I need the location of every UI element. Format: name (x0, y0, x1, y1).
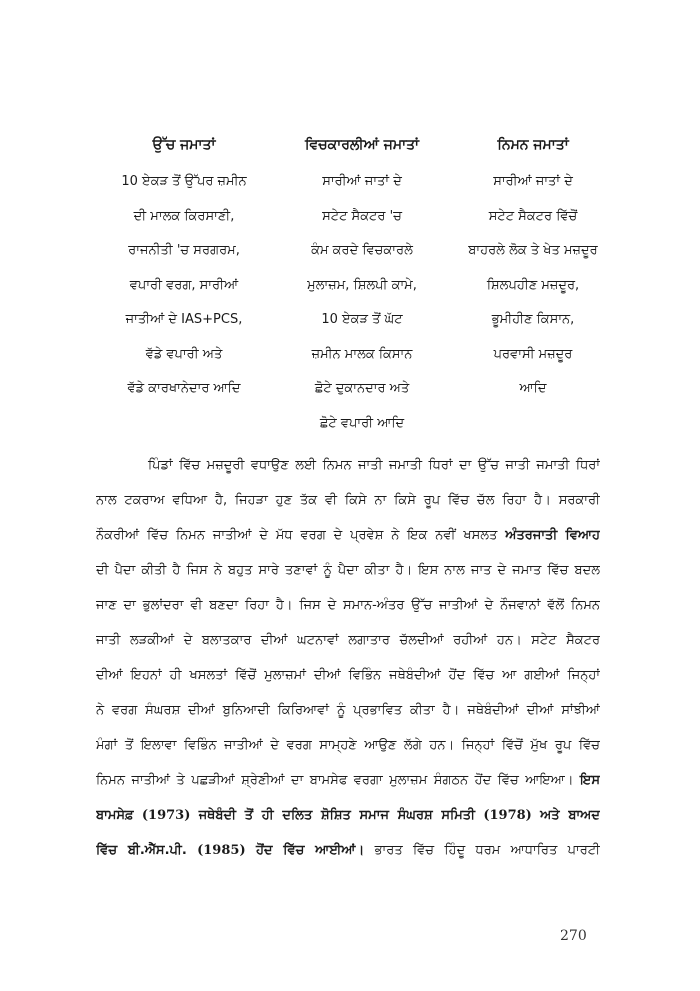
bold-year: (1978) (483, 808, 532, 823)
table-cell: ਸਾਰੀਆਂ ਜਾਤਾਂ ਦੇ (493, 174, 573, 189)
paragraph-line: ਜਾਤੀ ਲੜਕੀਆਂ ਦੇ ਬਲਾਤਕਾਰ ਦੀਆਂ ਘਟਨਾਵਾਂ ਲਗਾਤਾਰ ਚੱਲਦੀਆਂ ਰਹੀਆਂ ਹਨ। ਸਟੇਟ ਸੈਕਟਰ (96, 633, 600, 648)
table-cell: 10 ਏਕੜ ਤੋਂ ਉੱਪਰ ਜ਼ਮੀਨ (121, 174, 247, 189)
table-cell: ਸਟੇਟ ਸੈਕਟਰ ਵਿੱਚੋਂ (488, 208, 578, 224)
bold-term: ਅੰਤਰਜਾਤੀ ਵਿਆਹ (505, 528, 600, 543)
table-cell: ਸਾਰੀਆਂ ਜਾਤਾਂ ਦੇ (322, 174, 402, 189)
paragraph-line: ਪਿੰਡਾਂ ਵਿੱਚ ਮਜ਼ਦੂਰੀ ਵਧਾਉਣ ਲਈ ਨਿਮਨ ਜਾਤੀ ਜਮਾਤੀ ਧਿਰਾਂ ਦਾ ਉੱਚ ਜਾਤੀ ਜਮਾਤੀ ਧਿਰਾਂ (148, 458, 600, 473)
lower-class-column (451, 134, 615, 448)
table-cell: ਛੋਟੇ ਵਪਾਰੀ ਆਦਿ (319, 415, 405, 431)
bold-term: ਵਿੱਚ ਬੀ.ਐੱਸ.ਪੀ. (96, 843, 187, 858)
table-cell: ਰਾਜਨੀਤੀ 'ਚ ਸਰਗਰਮ, (128, 243, 240, 258)
table-cell: ਦੀ ਮਾਲਕ ਕਿਰਸਾਣੀ, (133, 208, 235, 224)
paragraph-line (96, 763, 600, 798)
column-header-middle: ਵਿਚਕਾਰਲੀਆਂ ਜਮਾਤਾਂ (304, 137, 420, 153)
table-cell: ਭੂਮੀਹੀਣ ਕਿਸਾਨ, (491, 312, 575, 327)
paragraph-text: ਨਿਮਨ ਜਾਤੀਆਂ ਤੇ ਪਛੜੀਆਂ ਸ਼੍ਰੇਣੀਆਂ ਦਾ ਬਾਮਸੇਫ ਵਰਗਾ ਮੁਲਾਜ਼ਮ ਸੰਗਠਨ ਹੋਂਦ ਵਿੱਚ ਆਇਆ। (96, 773, 574, 788)
table-cell: ਸ਼ਿਲਪਹੀਣ ਮਜ਼ਦੂਰ, (486, 277, 580, 293)
paragraph-line (96, 798, 600, 833)
table-cell: ਮੁਲਾਜ਼ਮ, ਸ਼ਿਲਪੀ ਕਾਮੇ, (307, 277, 417, 293)
table-cell: ਸਟੇਟ ਸੈਕਟਰ 'ਚ (322, 208, 402, 224)
paragraph-line: ਦੀ ਪੈਦਾ ਕੀਤੀ ਹੈ ਜਿਸ ਨੇ ਬਹੁਤ ਸਾਰੇ ਤਣਾਵਾਂ ਨੂੰ ਪੈਦਾ ਕੀਤਾ ਹੈ। ਇਸ ਨਾਲ ਜਾਤ ਦੇ ਜਮਾਤ ਵਿੱਚ ਬਦਲ (96, 563, 600, 578)
table-cell: ਜਾਤੀਆਂ ਦੇ IAS+PCS, (125, 312, 243, 327)
paragraph-text: ਨੌਕਰੀਆਂ ਵਿੱਚ ਨਿਮਨ ਜਾਤੀਆਂ ਦੇ ਮੱਧ ਵਰਗ ਦੇ ਪ੍ਰਵੇਸ਼ ਨੇ ਇਕ ਨਵੀਂ ਖਸਲਤ (96, 528, 498, 543)
body-paragraph (96, 448, 600, 868)
table-cell: ਜ਼ਮੀਨ ਮਾਲਕ ਕਿਸਾਨ (311, 346, 413, 362)
bold-term: ਅਤੇ ਬਾਅਦ (540, 808, 600, 823)
paragraph-line: ਨੇ ਵਰਗ ਸੰਘਰਸ਼ ਦੀਆਂ ਬੁਨਿਆਦੀ ਕਿਰਿਆਵਾਂ ਨੂੰ ਪ੍ਰਭਾਵਿਤ ਕੀਤਾ ਹੈ। ਜਥੇਬੰਦੀਆਂ ਦੀਆਂ ਸਾਂਝੀਆਂ (96, 703, 600, 718)
paragraph-line (96, 518, 600, 553)
table-cell: ਬਾਹਰਲੇ ਲੋਕ ਤੇ ਖੇਤ ਮਜ਼ਦੂਰ (468, 243, 598, 258)
upper-class-column (95, 134, 273, 448)
paragraph-line: ਨਾਲ ਟਕਰਾਅ ਵਧਿਆ ਹੈ, ਜਿਹੜਾ ਹੁਣ ਤੱਕ ਵੀ ਕਿਸੇ ਨਾ ਕਿਸੇ ਰੂਪ ਵਿੱਚ ਚੱਲ ਰਿਹਾ ਹੈ। ਸਰਕਾਰੀ (96, 493, 600, 508)
column-header-upper: ਉੱਚ ਜਮਾਤਾਂ (152, 137, 216, 153)
table-cell: ਆਦਿ (519, 381, 547, 396)
paragraph-line (96, 833, 600, 868)
paragraph-line: ਦੀਆਂ ਇਹਨਾਂ ਹੀ ਖਸਲਤਾਂ ਵਿੱਚੋਂ ਮੁਲਾਜ਼ਮਾਂ ਦੀਆਂ ਵਿਭਿੰਨ ਜਥੇਬੰਦੀਆਂ ਹੋਂਦ ਵਿੱਚ ਆ ਗਈਆਂ ਜਿਨ੍ਹਾਂ (96, 668, 600, 683)
table-cell: ਵਪਾਰੀ ਵਰਗ, ਸਾਰੀਆਂ (129, 277, 239, 293)
bold-year: (1985) (197, 843, 246, 858)
middle-class-column (273, 134, 451, 448)
bold-term: ਬਾਮਸੇਫ਼ (96, 808, 134, 823)
paragraph-line: ਮੰਗਾਂ ਤੋਂ ਇਲਾਵਾ ਵਿਭਿੰਨ ਜਾਤੀਆਂ ਦੇ ਵਰਗ ਸਾਮ੍ਹਣੇ ਆਉਣ ਲੱਗੇ ਹਨ। ਜਿਨ੍ਹਾਂ ਵਿੱਚੋਂ ਮੁੱਖ ਰੂਪ ਵਿੱਚ (96, 738, 600, 753)
table-cell: ਛੋਟੇ ਦੁਕਾਨਦਾਰ ਅਤੇ (314, 381, 410, 396)
table-cell: ਕੰਮ ਕਰਦੇ ਵਿਚਕਾਰਲੇ (311, 243, 413, 258)
paragraph-line: ਜਾਣ ਦਾ ਭੁਲਾਂਦਰਾ ਵੀ ਬਣਦਾ ਰਿਹਾ ਹੈ। ਜਿਸ ਦੇ ਸਮਾਨ-ਅੰਤਰ ਉੱਚ ਜਾਤੀਆਂ ਦੇ ਨੌਜਵਾਨਾਂ ਵੱਲੋਂ ਨਿਮਨ (96, 598, 600, 613)
page-number: 270 (560, 928, 587, 944)
bold-term: ਜਥੇਬੰਦੀ ਤੋਂ ਹੀ ਦਲਿਤ ਸ਼ੋਸ਼ਿਤ ਸਮਾਜ ਸੰਘਰਸ਼ ਸਮਿਤੀ (198, 808, 476, 823)
table-cell: 10 ਏਕੜ ਤੋਂ ਘੱਟ (321, 312, 403, 327)
class-table (95, 134, 615, 448)
table-cell: ਵੱਡੇ ਵਪਾਰੀ ਅਤੇ (145, 346, 223, 362)
table-cell: ਵੱਡੇ ਕਾਰਖਾਨੇਦਾਰ ਆਦਿ (127, 381, 241, 396)
bold-term: ਇਸ (580, 773, 600, 788)
table-cell: ਪਰਵਾਸੀ ਮਜ਼ਦੂਰ (493, 346, 573, 362)
paragraph-text: ਭਾਰਤ ਵਿੱਚ ਹਿੰਦੂ ਧਰਮ ਆਧਾਰਿਤ ਪਾਰਟੀ (374, 843, 600, 858)
bold-year: (1973) (141, 808, 191, 823)
column-header-lower: ਨਿਮਨ ਜਮਾਤਾਂ (497, 137, 569, 153)
bold-term: ਹੋਂਦ ਵਿੱਚ ਆਈਆਂ। (255, 843, 365, 858)
